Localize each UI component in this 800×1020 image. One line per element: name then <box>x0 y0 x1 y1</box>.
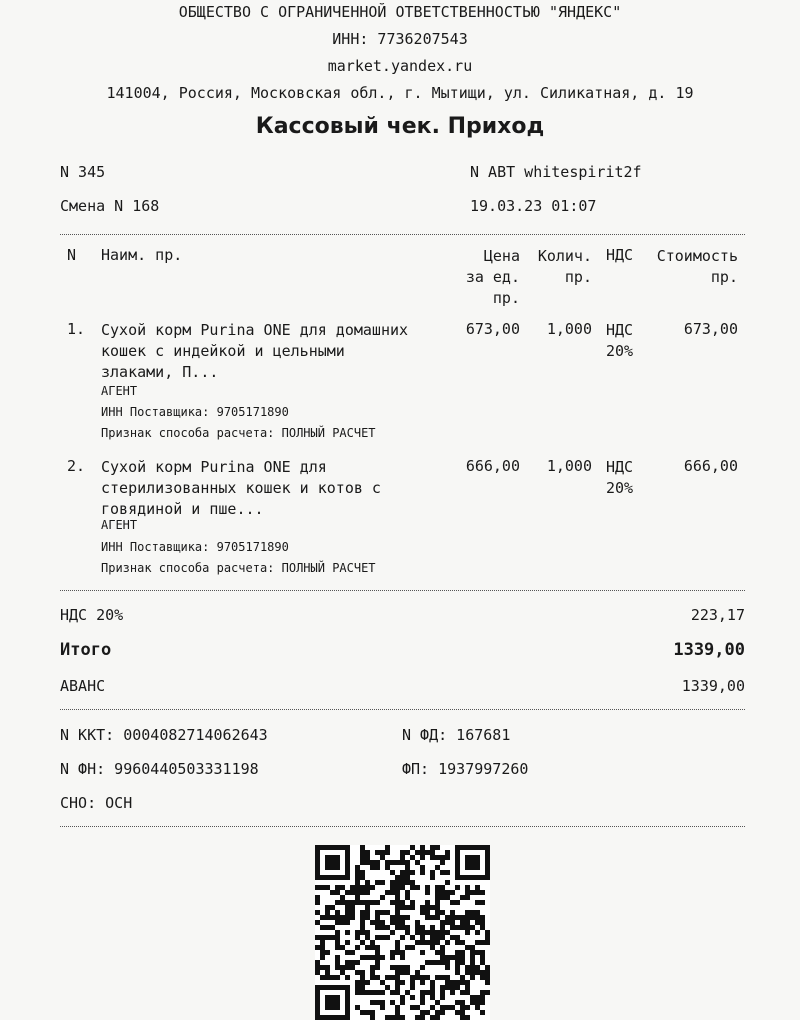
item-qty: 1,000 <box>546 320 592 338</box>
shift-number: Смена N 168 <box>60 197 160 215</box>
item-number: 1. <box>67 320 86 338</box>
advance-label: АВАНС <box>60 677 106 695</box>
company-address: 141004, Россия, Московская обл., г. Мытищи, ул. Силикатная, д. 19 <box>106 84 694 102</box>
kkt-number: N ККТ: 0004082714062643 <box>60 726 268 744</box>
col-header-n: N <box>67 246 77 264</box>
item-price: 666,00 <box>465 457 520 475</box>
vat-label: НДС 20% <box>60 606 124 624</box>
receipt-number: N 345 <box>60 163 106 181</box>
qr-code <box>315 845 490 1020</box>
item-supplier-inn: ИНН Поставщика: 9705171890 <box>101 540 289 554</box>
divider <box>60 826 745 827</box>
item-payment-method: Признак способа расчета: ПОЛНЫЙ РАСЧЕТ <box>101 561 376 575</box>
item-qty: 1,000 <box>546 457 592 475</box>
item-agent: АГЕНТ <box>101 518 138 532</box>
receipt-title: Кассовый чек. Приход <box>255 114 545 139</box>
col-header-cost: Стоимость пр. <box>656 247 738 286</box>
company-inn: ИНН: 7736207543 <box>332 30 468 48</box>
item-number: 2. <box>67 457 86 475</box>
fn-number: N ФН: 9960440503331198 <box>60 760 259 778</box>
avt-number: N АВТ whitespirit2f <box>470 163 642 181</box>
advance-value: 1339,00 <box>681 677 745 695</box>
divider <box>60 709 745 710</box>
item-cost: 673,00 <box>683 320 738 338</box>
item-vat: НДС 20% <box>606 458 634 497</box>
company-name: ОБЩЕСТВО С ОГРАНИЧЕННОЙ ОТВЕТСТВЕННОСТЬЮ "ЯНДЕКС" <box>178 3 622 21</box>
item-agent: АГЕНТ <box>101 384 138 398</box>
fd-number: N ФД: 167681 <box>402 726 511 744</box>
receipt-datetime: 19.03.23 01:07 <box>470 197 597 215</box>
col-header-price: Цена за ед. пр. <box>465 247 520 307</box>
company-site: market.yandex.ru <box>327 57 473 75</box>
col-header-vat: НДС <box>606 246 634 264</box>
col-header-qty: Колич. пр. <box>537 247 592 286</box>
total-label: Итого <box>60 640 112 660</box>
fp-number: ФП: 1937997260 <box>402 760 529 778</box>
total-value: 1339,00 <box>673 640 745 660</box>
divider <box>60 590 745 591</box>
col-header-name: Наим. пр. <box>101 246 183 264</box>
item-payment-method: Признак способа расчета: ПОЛНЫЙ РАСЧЕТ <box>101 426 376 440</box>
item-name: Сухой корм Purina ONE для домашних кошек с индейкой и цельными злаками, П... <box>101 321 409 381</box>
item-vat: НДС 20% <box>606 321 634 360</box>
item-cost: 666,00 <box>683 457 738 475</box>
item-supplier-inn: ИНН Поставщика: 9705171890 <box>101 405 289 419</box>
vat-value: 223,17 <box>690 606 745 624</box>
tax-system: СНО: ОСН <box>60 794 133 812</box>
item-name: Сухой корм Purina ONE для стерилизованных кошек и котов с говядиной и пше... <box>101 458 381 518</box>
item-price: 673,00 <box>465 320 520 338</box>
divider <box>60 234 745 235</box>
